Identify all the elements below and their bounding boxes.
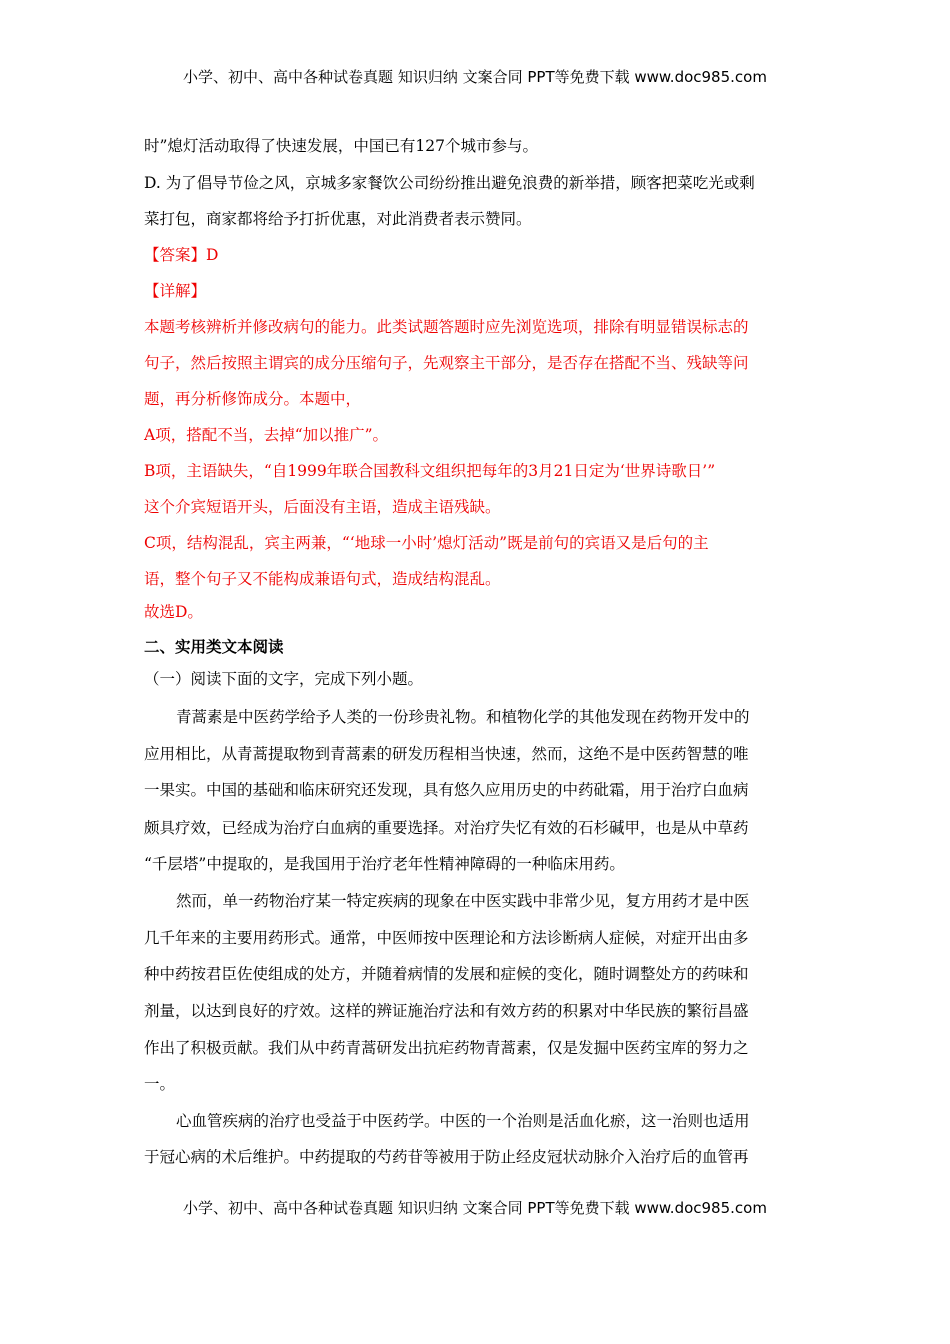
option-d: D. 为了倡导节俭之风，京城多家餐饮公司纷纷推出避免浪费的新举措，顾客把菜吃光或剩 [144,174,755,192]
passage-line: 颇具疗效，已经成为治疗白血病的重要选择。对治疗失忆有效的石杉碱甲，也是从中草药 [144,819,749,837]
explanation-heading: 【详解】 [144,282,207,300]
explanation-c: C项，结构混乱，宾主两兼，“‘地球一小时’熄灯活动”既是前句的宾语又是后句的主 [144,534,709,552]
explanation-line: 题，再分析修饰成分。本题中， [144,390,362,408]
passage-line: 一果实。中国的基础和临床研究还发现，具有悠久应用历史的中药砒霜，用于治疗白血病 [144,781,749,799]
explanation-b: B项，主语缺失，“自1999年联合国教科文组织把每年的3月21日定为‘世界诗歌日’” [144,462,716,480]
explanation-line: 本题考核辨析并修改病句的能力。此类试题答题时应先浏览选项，排除有明显错误标志的 [144,318,749,336]
text-line: 时”熄灯活动取得了快速发展，中国已有127个城市参与。 [144,137,539,155]
passage-line: 青蒿素是中医药学给予人类的一份珍贵礼物。和植物化学的其他发现在药物开发中的 [176,708,750,726]
passage-line: 然而，单一药物治疗某一特定疾病的现象在中医实践中非常少见，复方用药才是中医 [176,892,750,910]
passage-line: 剂量，以达到良好的疗效。这样的辨证施治疗法和有效方药的积累对中华民族的繁衍昌盛 [144,1002,749,1020]
passage-line: 一。 [144,1075,176,1093]
passage-line: 作出了积极贡献。我们从中药青蒿研发出抗疟药物青蒿素，仅是发掘中医药宝库的努力之 [144,1039,749,1057]
text-line: 菜打包，商家都将给予打折优惠，对此消费者表示赞同。 [144,210,532,228]
explanation-a: A项，搭配不当，去掉“加以推广”。 [144,426,389,444]
explanation-line: 句子，然后按照主谓宾的成分压缩句子，先观察主干部分，是否存在搭配不当、残缺等问 [144,354,749,372]
passage-line: “千层塔”中提取的，是我国用于治疗老年性精神障碍的一种临床用药。 [144,855,625,873]
passage-line: 心血管疾病的治疗也受益于中医药学。中医的一个治则是活血化瘀，这一治则也适用 [176,1112,750,1130]
answer-line: 【答案】D [144,246,219,264]
passage-line: 几千年来的主要用药形式。通常，中医师按中医理论和方法诊断病人症候，对症开出由多 [144,929,749,947]
passage-line: 种中药按君臣佐使组成的处方，并随着病情的发展和症候的变化，随时调整处方的药味和 [144,965,749,983]
page-footer: 小学、初中、高中各种试卷真题 知识归纳 文案合同 PPT等免费下载 www.doc985.com [183,1199,767,1217]
passage-line: 应用相比，从青蒿提取物到青蒿素的研发历程相当快速，然而，这绝不是中医药智慧的唯 [144,745,749,763]
page-header: 小学、初中、高中各种试卷真题 知识归纳 文案合同 PPT等免费下载 www.doc985.com [183,68,767,86]
section-heading: 二、实用类文本阅读 [144,637,284,656]
conclusion-line: 故选D。 [144,603,203,621]
instruction-line: （一）阅读下面的文字，完成下列小题。 [144,670,424,688]
explanation-line: 语，整个句子又不能构成兼语句式，造成结构混乱。 [144,570,501,588]
explanation-line: 这个介宾短语开头，后面没有主语，造成主语残缺。 [144,498,501,516]
passage-line: 于冠心病的术后维护。中药提取的芍药苷等被用于防止经皮冠状动脉介入治疗后的血管再 [144,1148,749,1166]
